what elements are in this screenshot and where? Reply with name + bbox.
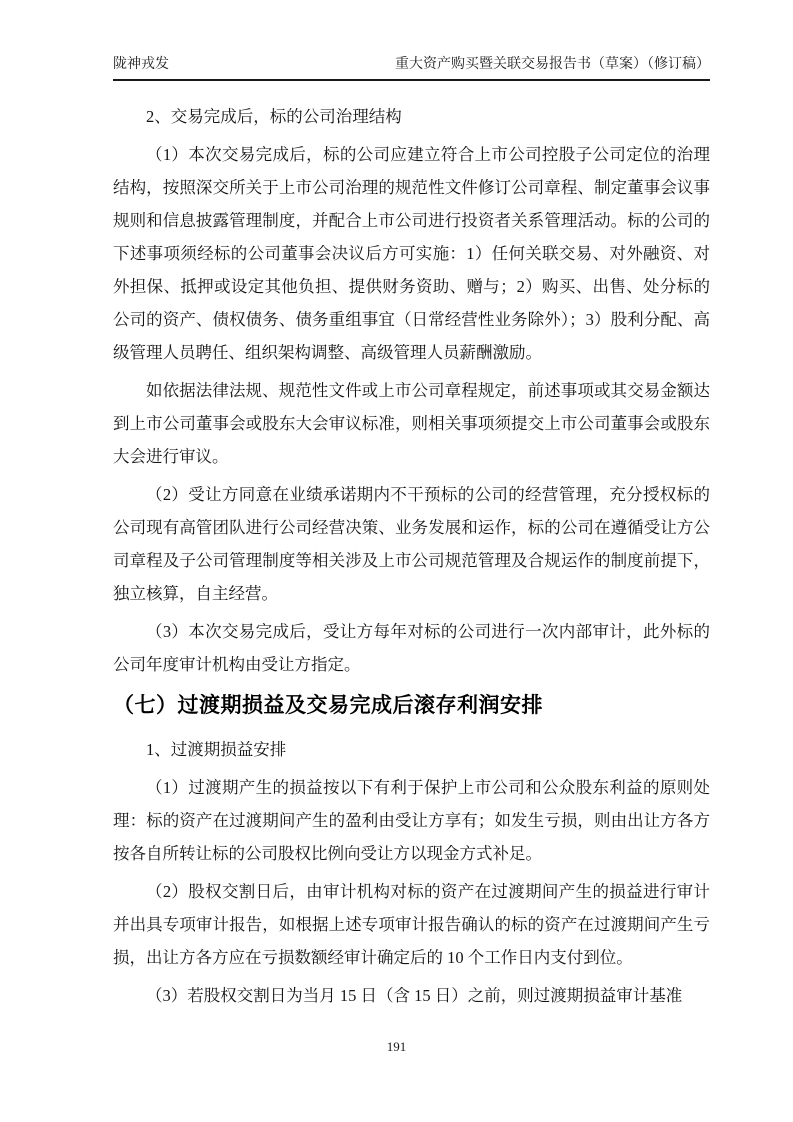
- paragraph: （3）本次交易完成后，受让方每年对标的公司进行一次内部审计，此外标的公司年度审计机构由受让方指定。: [113, 622, 710, 674]
- page-header: [113, 56, 710, 81]
- paragraph: （1）本次交易完成后，标的公司应建立符合上市公司控股子公司定位的治理结构，按照深交所关于上市公司治理的规范性文件修订公司章程、制定董事会议事规则和信息披露管理制度，并配合上市公司进行投资者关系管理活动。标的公司的下述事项须经标的公司董事会决议后方可实施：1）任何关联交易、对外融资、对外担保、抵押或设定其他负担、提供财务资助、赠与；2）购买、出售、处分标的公司的资产、债权债务、债务重组事宜（日常经营性业务除外）；3）股利分配、高级管理人员聘任、组织架构调整、高级管理人员薪酬激励。: [113, 145, 710, 362]
- paragraph: （2）股权交割日后，由审计机构对标的资产在过渡期间产生的损益进行审计并出具专项审计报告，如根据上述专项审计报告确认的标的资产在过渡期间产生亏损，出让方各方应在亏损数额经审计确定后的 10 个工作日内支付到位。: [113, 882, 710, 967]
- header-report-title: 重大资产购买暨关联交易报告书（草案）（修订稿）: [395, 57, 710, 72]
- header-company-name: 陇神戎发: [113, 57, 169, 72]
- paragraph: （2）受让方同意在业绩承诺期内不干预标的公司的经营管理，充分授权标的公司现有高管团队进行公司经营决策、业务发展和运作，标的公司在遵循受让方公司章程及子公司管理制度等相关涉及上市公司规范管理及合规运作的制度前提下，独立核算，自主经营。: [113, 485, 710, 603]
- section-heading: （七）过渡期损益及交易完成后滚存利润安排: [113, 694, 543, 717]
- paragraph: （1）过渡期产生的损益按以下有利于保护上市公司和公众股东利益的原则处理：标的资产在过渡期间产生的盈利由受让方享有；如发生亏损，则由出让方各方按各自所转让标的公司股权比例向受让方以现金方式补足。: [113, 778, 710, 863]
- document-body: [113, 100, 710, 1017]
- paragraph: （3）若股权交割日为当月 15 日（含 15 日）之前，则过渡期损益审计基准: [146, 986, 683, 1005]
- paragraph: 1、过渡期损益安排: [146, 740, 287, 759]
- page-number: 191: [386, 1039, 407, 1054]
- page-footer: [0, 1038, 793, 1055]
- paragraph: 2、交易完成后，标的公司治理结构: [146, 107, 402, 126]
- paragraph: 如依据法律法规、规范性文件或上市公司章程规定，前述事项或其交易金额达到上市公司董事会或股东大会审议标准，则相关事项须提交上市公司董事会或股东大会进行审议。: [113, 381, 710, 466]
